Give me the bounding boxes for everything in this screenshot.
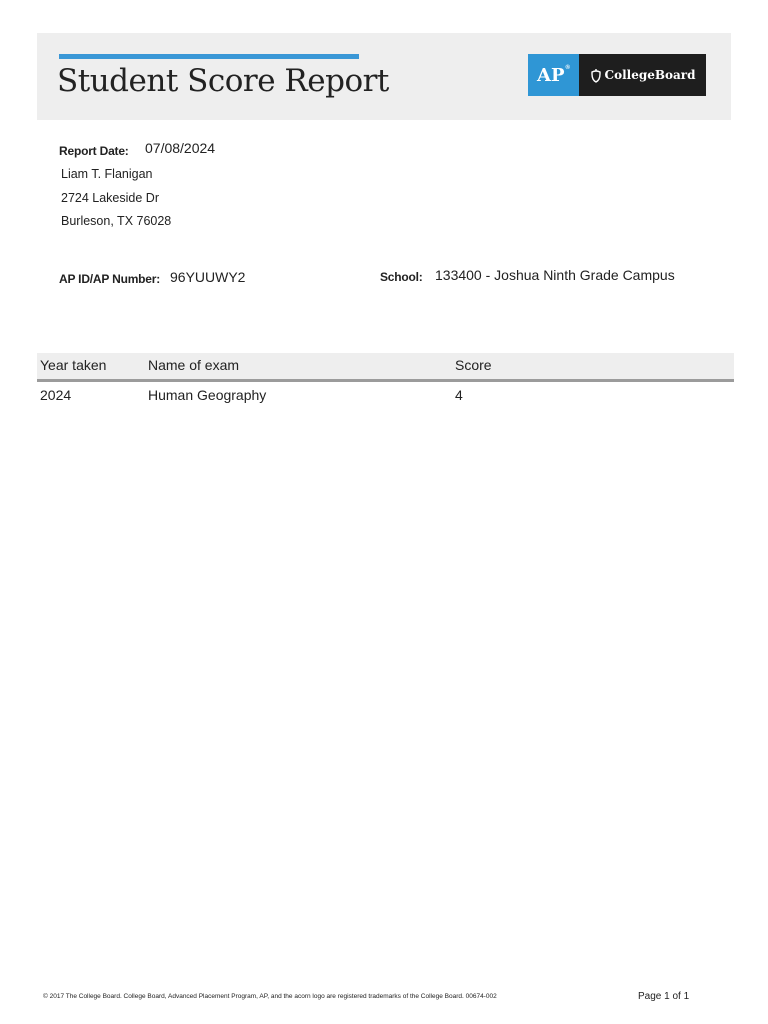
- ap-logo-text: AP: [537, 64, 565, 86]
- cell-score: 4: [455, 387, 463, 403]
- ap-logo: [528, 54, 579, 96]
- header-year-taken: Year taken: [40, 357, 107, 373]
- page-title: Student Score Report: [57, 63, 389, 99]
- acorn-icon: [590, 68, 602, 83]
- cell-year-taken: 2024: [40, 387, 72, 403]
- collegeboard-logo: [579, 54, 706, 96]
- ap-id-label: AP ID/AP Number:: [59, 272, 161, 286]
- student-street: 2724 Lakeside Dr: [61, 191, 159, 205]
- cell-exam-name: Human Geography: [148, 387, 267, 403]
- header-score: Score: [455, 357, 492, 373]
- scores-table: [37, 353, 734, 410]
- school-value: 133400 - Joshua Ninth Grade Campus: [435, 267, 675, 283]
- page-number: Page 1 of 1: [638, 991, 690, 1002]
- report-date-label: Report Date:: [59, 144, 129, 158]
- report-date-value: 07/08/2024: [145, 140, 216, 156]
- table-header-row: [37, 353, 734, 382]
- ap-id-value: 96YUUWY2: [170, 269, 246, 285]
- table-row: [37, 382, 734, 410]
- header-exam-name: Name of exam: [148, 357, 240, 373]
- school-label: School:: [380, 270, 423, 284]
- collegeboard-logo-text: CollegeBoard: [604, 68, 696, 82]
- report-header: [37, 33, 731, 120]
- ap-collegeboard-logo: [528, 54, 706, 96]
- header-accent-bar: [59, 54, 359, 59]
- student-city-state-zip: Burleson, TX 76028: [61, 214, 172, 228]
- registered-mark: ®: [565, 65, 570, 71]
- student-name: Liam T. Flanigan: [61, 167, 153, 181]
- copyright-notice: © 2017 The College Board. College Board, Advanced Placement Program, AP, and the acorn logo are registered trademarks of the College Board. 00674-002: [43, 993, 497, 1000]
